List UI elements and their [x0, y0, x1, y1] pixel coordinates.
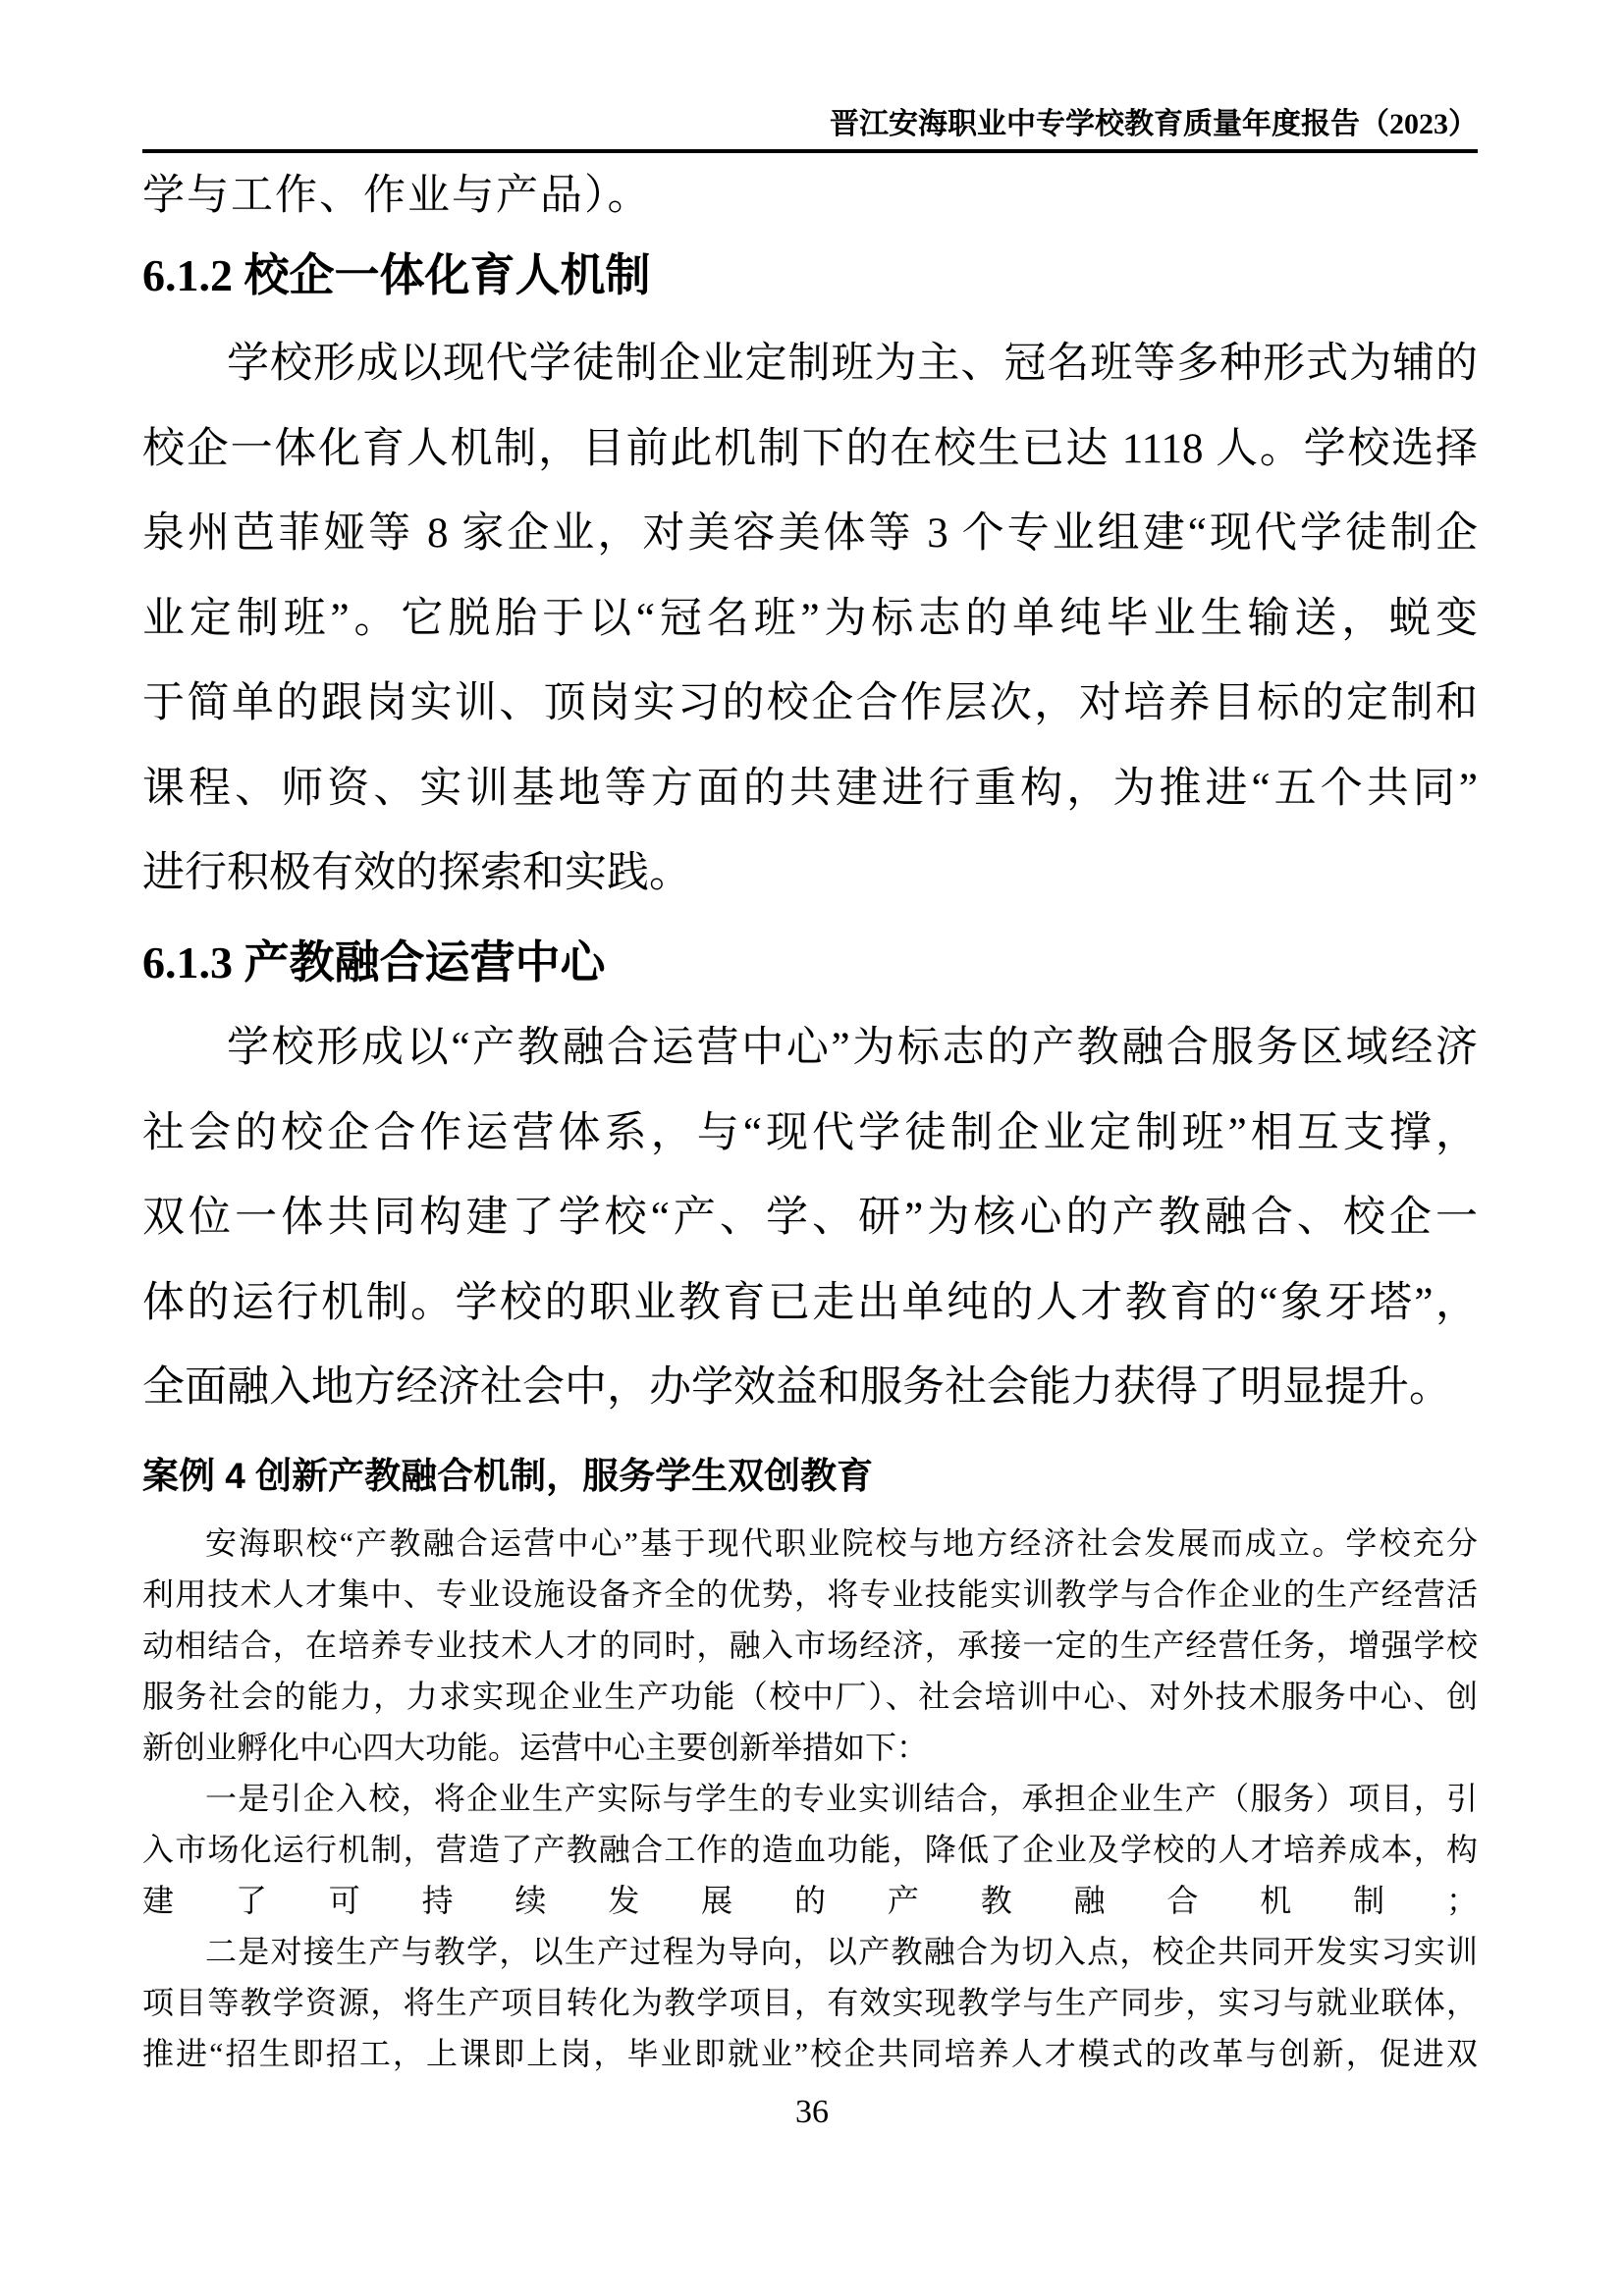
text-line: 体的运行机制。学校的职业教育已走出单纯的人才教育的“象牙塔”， [142, 1279, 1478, 1326]
text-line: 利用技术人才集中、专业设施设备齐全的优势，将专业技能实训教学与合作企业的生产经营活 [142, 1576, 1478, 1612]
text-line: 泉州芭菲娅等 8 家企业，对美容美体等 3 个专业组建“现代学徒制企 [142, 510, 1478, 557]
text-line: 建了可持续发展的产教融合机制； [142, 1883, 1478, 1918]
section-6-1-3-paragraph [142, 1006, 1478, 1431]
section-6-1-2-paragraph [142, 322, 1478, 917]
text-line: 课程、师资、实训基地等方面的共建进行重构，为推进“五个共同” [142, 765, 1478, 812]
text-line: 校企一体化育人机制，目前此机制下的在校生已达 1118 人。学校选择 [142, 425, 1478, 472]
text-line: 全面融入地方经济社会中，办学效益和服务社会能力获得了明显提升。 [142, 1364, 1451, 1411]
case-study-paragraph-2 [142, 1773, 1478, 1926]
text-line: 一是引企入校，将企业生产实际与学生的专业实训结合，承担企业生产（服务）项目，引 [205, 1781, 1478, 1816]
text-line: 推进“招生即招工，上课即上岗，毕业即就业”校企共同培养人才模式的改革与创新，促进双 [142, 2036, 1478, 2071]
case-study-heading: 案例 4 创新产教融合机制，服务学生双创教育 [142, 1456, 874, 1496]
text-line: 社会的校企合作运营体系，与“现代学徒制企业定制班”相互支撑， [142, 1109, 1478, 1156]
case-study-body [142, 1518, 1478, 2079]
text-line: 二是对接生产与教学，以生产过程为导向，以产教融合为切入点，校企共同开发实习实训 [205, 1934, 1478, 1969]
text-line: 进行积极有效的探索和实践。 [142, 850, 691, 896]
text-line: 业定制班”。它脱胎于以“冠名班”为标志的单纯毕业生输送，蜕变 [142, 595, 1478, 642]
text-line: 服务社会的能力，力求实现企业生产功能（校中厂）、社会培训中心、对外技术服务中心、创 [142, 1679, 1478, 1714]
section-heading-6-1-3: 6.1.3 产教融合运营中心 [142, 937, 606, 988]
text-line: 入市场化运行机制，营造了产教融合工作的造血功能，降低了企业及学校的人才培养成本，构 [142, 1832, 1478, 1867]
text-line: 安海职校“产教融合运营中心”基于现代职业院校与地方经济社会发展而成立。学校充分 [205, 1525, 1478, 1561]
intro-continuation-line: 学与工作、作业与产品）。 [142, 173, 652, 219]
text-line: 学校形成以“产教融合运营中心”为标志的产教融合服务区域经济 [227, 1025, 1478, 1071]
text-line: 学校形成以现代学徒制企业定制班为主、冠名班等多种形式为辅的 [227, 341, 1478, 387]
section-heading-6-1-2: 6.1.2 校企一体化育人机制 [142, 250, 651, 300]
text-line: 于简单的跟岗实训、顶岗实习的校企合作层次，对培养目标的定制和 [142, 680, 1478, 726]
case-study-paragraph-3 [142, 1926, 1478, 2079]
case-study-paragraph-1 [142, 1518, 1478, 1773]
page-header-title: 晋江安海职业中专学校教育质量年度报告（2023） [830, 108, 1478, 140]
text-line: 双位一体共同构建了学校“产、学、研”为核心的产教融合、校企一 [142, 1195, 1478, 1241]
header-rule [142, 149, 1478, 153]
text-line: 项目等教学资源，将生产项目转化为教学项目，有效实现教学与生产同步，实习与就业联体， [142, 1985, 1478, 2020]
text-line: 新创业孵化中心四大功能。运营中心主要创新举措如下： [142, 1730, 929, 1765]
text-line: 动相结合，在培养专业技术人才的同时，融入市场经济，承接一定的生产经营任务，增强学校 [142, 1628, 1478, 1663]
page-number: 36 [795, 2094, 829, 2130]
